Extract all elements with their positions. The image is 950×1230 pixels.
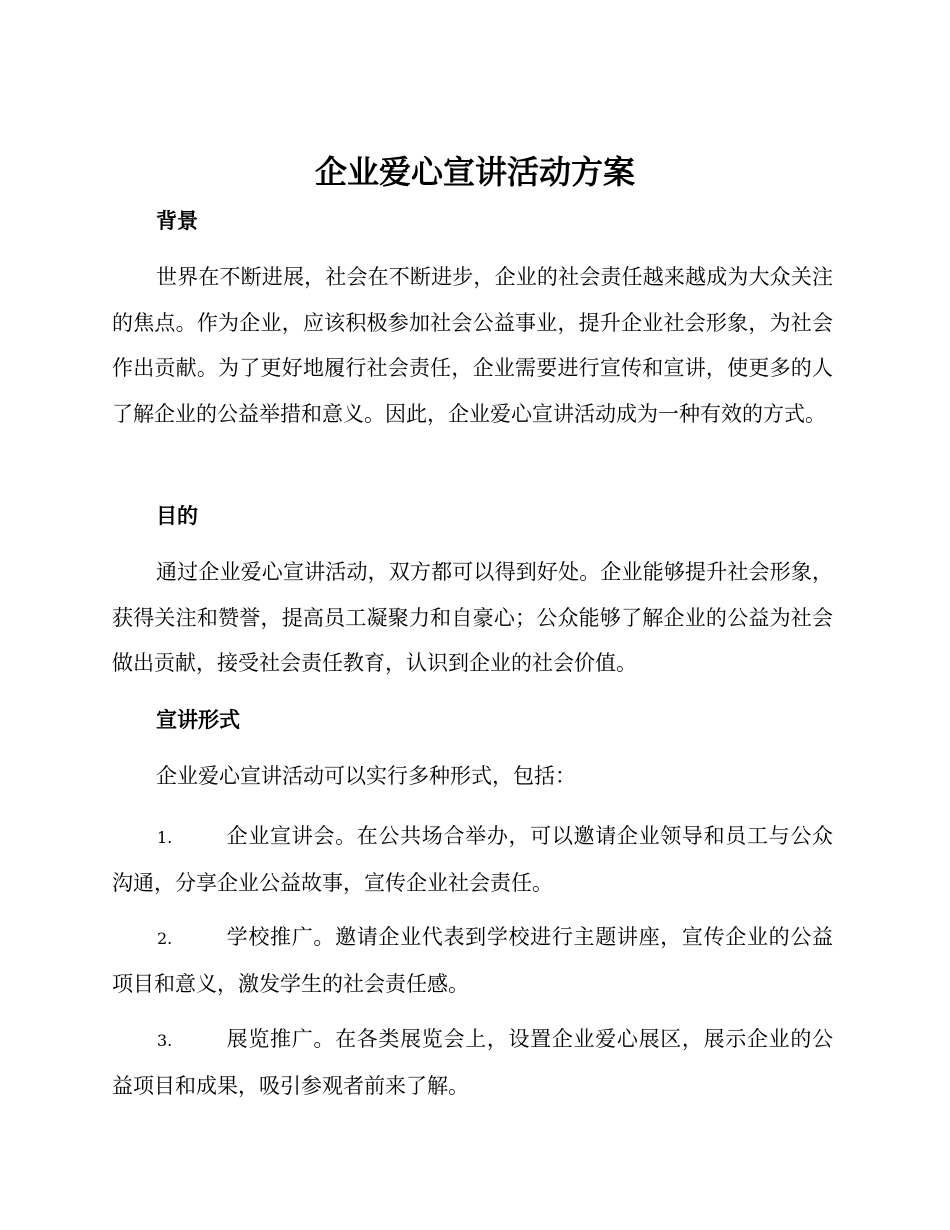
- section-heading-background: 背景: [156, 209, 198, 233]
- list-item: [112, 1017, 833, 1109]
- paragraph-purpose: 通过企业爱心宣讲活动，双方都可以得到好处。企业能够提升社会形象，获得关注和赞誉，提高员工凝聚力和自豪心；公众能够了解企业的公益为社会做出贡献，接受社会责任教育，认识到企业的社会价值。: [112, 560, 833, 675]
- list-item: [112, 814, 833, 906]
- paragraph-background: 世界在不断进展，社会在不断进步，企业的社会责任越来越成为大众关注的焦点。作为企业，应该积极参加社会公益事业，提升企业社会形象，为社会作出贡献。为了更好地履行社会责任，企业需要进行宣传和宣讲，使更多的人了解企业的公益举措和意义。因此，企业爱心宣讲活动成为一种有效的方式。: [112, 265, 833, 426]
- list-item-text: 企业宣讲会。在公共场合举办，可以邀请企业领导和员工与公众沟通，分享企业公益故事，宣传企业社会责任。: [112, 824, 833, 895]
- list-item: [112, 915, 833, 1007]
- list-item-number: 3.: [157, 1031, 173, 1050]
- document-title: 企业爱心宣讲活动方案: [314, 153, 635, 191]
- list-item-number: 2.: [157, 929, 173, 948]
- list-item-text: 展览推广。在各类展览会上，设置企业爱心展区，展示企业的公益项目和成果，吸引参观者前来了解。: [112, 1027, 833, 1098]
- paragraph-format: 企业爱心宣讲活动可以实行多种形式，包括：: [156, 764, 576, 788]
- section-heading-purpose: 目的: [156, 504, 198, 528]
- list-item-number: 1.: [157, 828, 173, 847]
- section-heading-format: 宣讲形式: [156, 708, 240, 732]
- list-item-text: 学校推广。邀请企业代表到学校进行主题讲座，宣传企业的公益项目和意义，激发学生的社会责任感。: [112, 925, 833, 996]
